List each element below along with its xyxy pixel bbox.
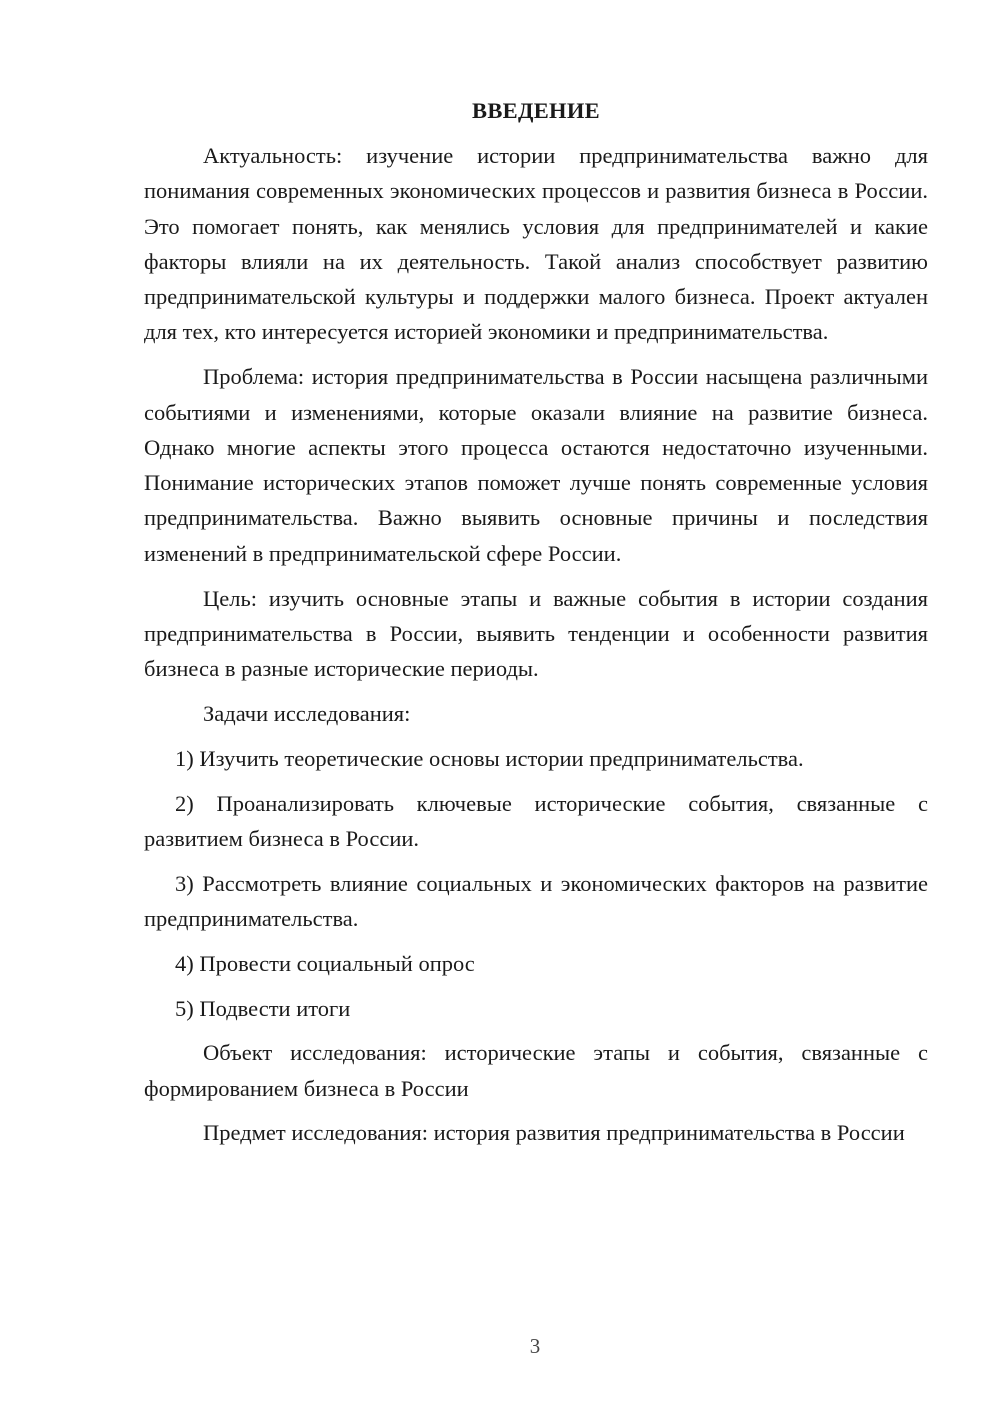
- section-heading: ВВЕДЕНИЕ: [472, 98, 600, 123]
- paragraph-research-object: Объект исследования: исторические этапы и события, связанные с формированием бизнеса в России: [144, 1040, 928, 1101]
- paragraph-problem: Проблема: история предпринимательства в России насыщена различными событиями и изменениями, которые оказали влияние на развитие бизнеса. Однако многие аспекты этого процесса остаются недостаточно изученными. Понимание исторических этапов поможет лучше понять современные условия предпринимательства. Важно выявить основные причины и последствия изменений в предпринимательской сфере России.: [144, 364, 928, 566]
- paragraph-tasks-heading: Задачи исследования:: [203, 700, 411, 726]
- document-body: [144, 92, 928, 1160]
- paragraph-relevance: Актуальность: изучение истории предпринимательства важно для понимания современных экономических процессов и развития бизнеса в России. Это помогает понять, как менялись условия для предпринимателей и какие факторы влияли на их деятельность. Такой анализ способствует развитию предпринимательской культуры и поддержки малого бизнеса. Проект актуален для тех, кто интересуется историей экономики и предпринимательства.: [144, 143, 928, 345]
- task-item-4: 4) Провести социальный опрос: [175, 950, 475, 976]
- page-number: 3: [529, 1334, 541, 1358]
- paragraph-research-subject: Предмет исследования: история развития предпринимательства в России: [203, 1120, 905, 1146]
- task-item-3: 3) Рассмотреть влияние социальных и экономических факторов на развитие предпринимательства.: [144, 870, 928, 931]
- task-item-5: 5) Подвести итоги: [175, 995, 351, 1021]
- task-item-2: 2) Проанализировать ключевые исторические события, связанные с развитием бизнеса в России.: [144, 790, 928, 851]
- task-item-1: 1) Изучить теоретические основы истории предпринимательства.: [175, 745, 804, 771]
- paragraph-goal: Цель: изучить основные этапы и важные события в истории создания предпринимательства в России, выявить тенденции и особенности развития бизнеса в разные исторические периоды.: [144, 585, 928, 682]
